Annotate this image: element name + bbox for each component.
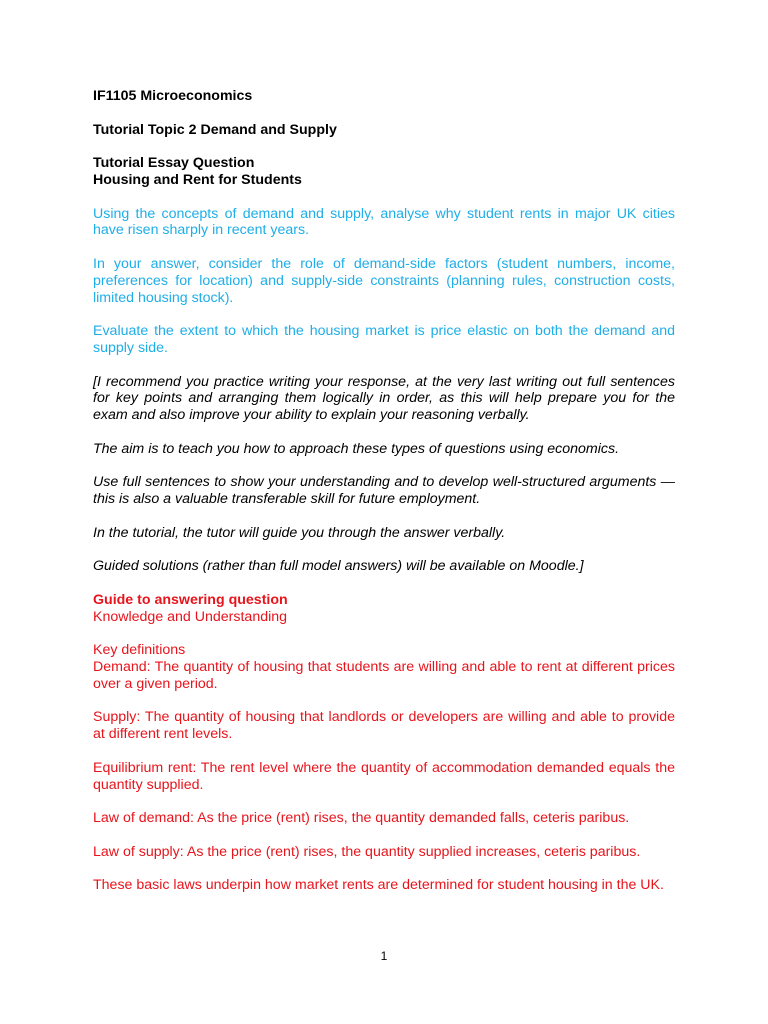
essay-label: Tutorial Essay Question [93, 155, 255, 172]
tutorial-topic: Tutorial Topic 2 Demand and Supply [93, 121, 337, 138]
definition-supply: Supply: The quantity of housing that landlords or developers are willing and able to provide at different rent levels. [93, 709, 675, 743]
note-tutorial: In the tutorial, the tutor will guide you through the answer verbally. [93, 524, 506, 541]
question-paragraph-2: In your answer, consider the role of demand-side factors (student numbers, income, preferences for location) and supply-side constraints (planning rules, construction costs, limited housing stock). [93, 255, 675, 306]
page-number: 1 [380, 949, 388, 963]
essay-title: Housing and Rent for Students [93, 171, 302, 188]
question-paragraph-3: Evaluate the extent to which the housing market is price elastic on both the demand and supply side. [93, 323, 675, 356]
note-aim: The aim is to teach you how to approach these types of questions using economics. [93, 440, 620, 457]
law-of-supply: Law of supply: As the price (rent) rises, the quantity supplied increases, ceteris paribus. [93, 843, 641, 860]
key-definitions-block [93, 642, 675, 692]
note-practice: [I recommend you practice writing your response, at the very last writing out full sentences for key points and arranging them logically in order, as this will help prepare you for the exam and also improve your ability to explain your reasoning verbally. [93, 373, 675, 424]
guide-heading: Guide to answering question [93, 591, 288, 608]
laws-summary: These basic laws underpin how market rents are determined for student housing in the UK. [93, 877, 664, 894]
course-title: IF1105 Microeconomics [93, 88, 253, 104]
law-of-demand: Law of demand: As the price (rent) rises, the quantity demanded falls, ceteris paribus. [93, 810, 630, 827]
note-full-sentences: Use full sentences to show your understanding and to develop well-structured arguments — this is also a valuable transferable skill for future employment. [93, 474, 675, 508]
definition-demand: Demand: The quantity of housing that students are willing and able to rent at different prices over a given period. [93, 659, 675, 692]
guide-heading-block [93, 592, 675, 626]
note-guided-solutions: Guided solutions (rather than full model answers) will be available on Moodle.] [93, 558, 584, 575]
question-paragraph-1: Using the concepts of demand and supply, analyse why student rents in major UK cities have risen sharply in recent years. [93, 205, 675, 239]
page-content [93, 88, 675, 894]
guide-subheading: Knowledge and Understanding [93, 608, 288, 625]
essay-heading-block [93, 155, 675, 189]
definition-equilibrium-rent: Equilibrium rent: The rent level where the quantity of accommodation demanded equals the quantity supplied. [93, 759, 675, 793]
key-definitions-label: Key definitions [93, 642, 186, 659]
